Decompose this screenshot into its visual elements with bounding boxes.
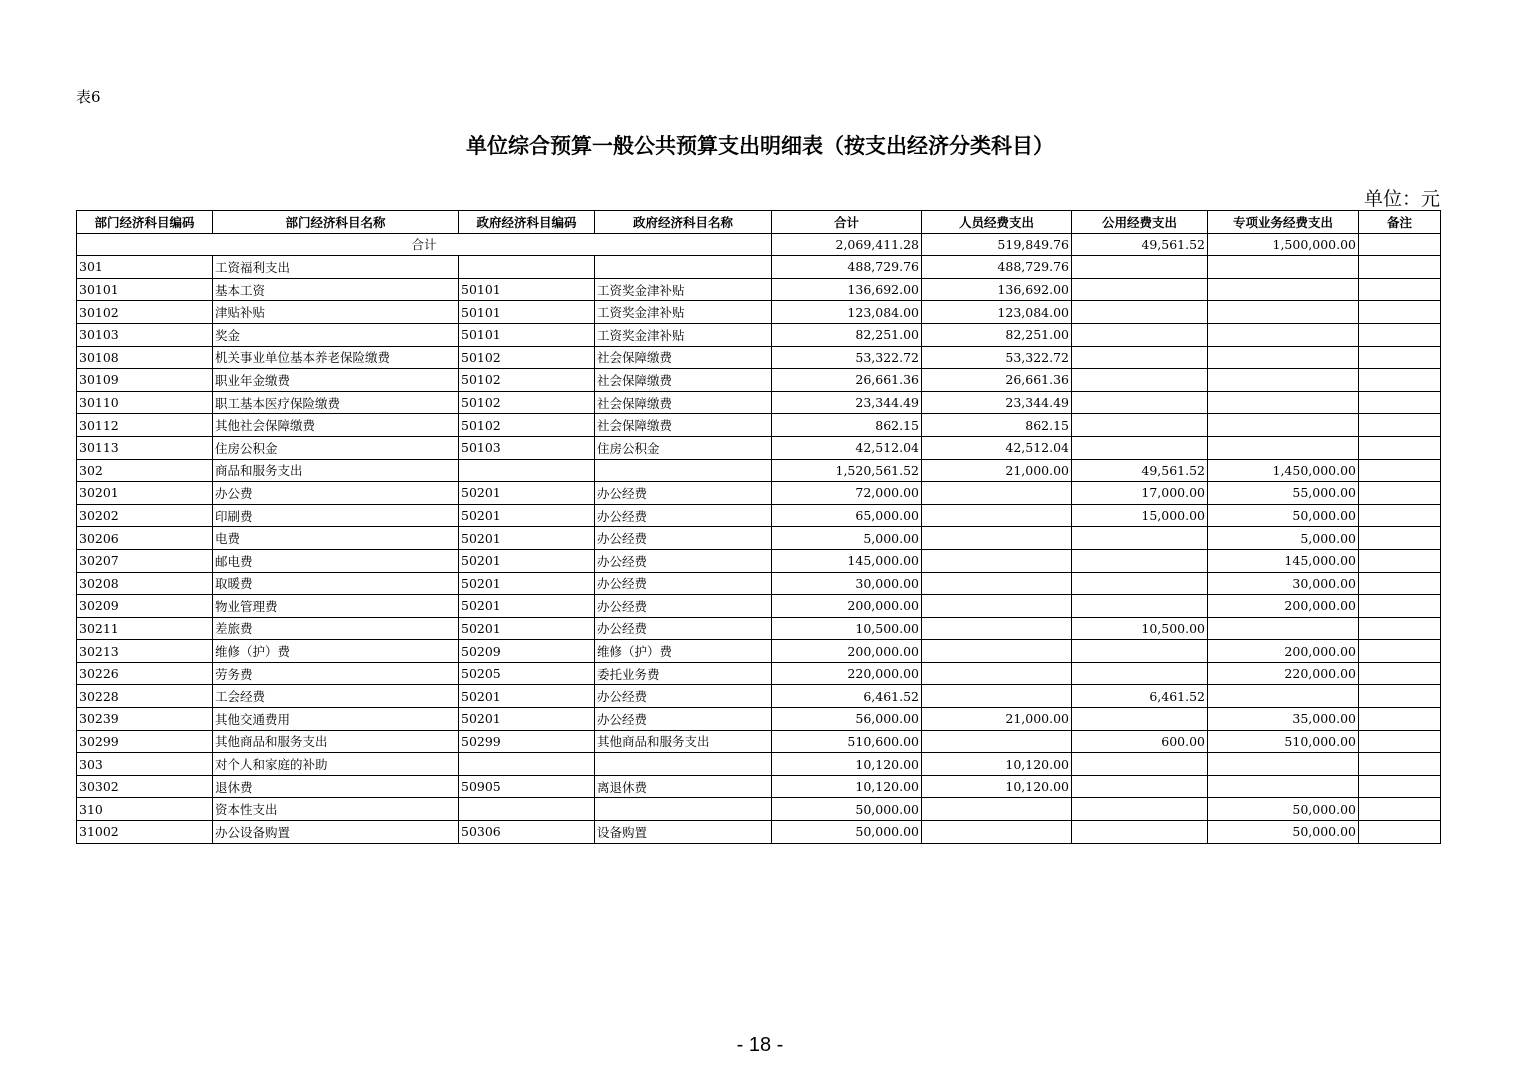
public-cell [1072,346,1208,369]
dept-name-cell: 工会经费 [213,685,459,708]
gov-code-cell: 50201 [459,595,595,618]
gov-code-cell: 50201 [459,527,595,550]
note-cell [1359,482,1441,505]
special-cell [1208,685,1359,708]
note-cell [1359,256,1441,279]
gov-code-cell [459,798,595,821]
dept-code-cell: 302 [77,459,213,482]
special-cell: 55,000.00 [1208,482,1359,505]
dept-code-cell: 30209 [77,595,213,618]
dept-code-cell: 30207 [77,549,213,572]
table-row [77,391,1441,414]
total-amount: 2,069,411.28 [772,233,922,256]
gov-name-cell: 离退休费 [595,775,772,798]
total-cell: 23,344.49 [772,391,922,414]
gov-code-cell: 50209 [459,640,595,663]
note-cell [1359,798,1441,821]
total-cell: 1,520,561.52 [772,459,922,482]
public-cell [1072,301,1208,324]
dept-code-cell: 30213 [77,640,213,663]
dept-name-cell: 津贴补贴 [213,301,459,324]
total-label: 合计 [77,233,772,256]
public-cell [1072,572,1208,595]
special-cell [1208,278,1359,301]
note-cell [1359,459,1441,482]
table-row [77,775,1441,798]
column-header-total: 合计 [772,211,922,234]
dept-code-cell: 31002 [77,821,213,844]
total-cell: 10,500.00 [772,617,922,640]
gov-name-cell: 工资奖金津补贴 [595,301,772,324]
note-cell [1359,391,1441,414]
total-cell: 510,600.00 [772,730,922,753]
public-cell [1072,753,1208,776]
gov-name-cell [595,753,772,776]
table-row [77,708,1441,731]
column-header-note: 备注 [1359,211,1441,234]
dept-name-cell: 物业管理费 [213,595,459,618]
total-cell: 200,000.00 [772,595,922,618]
public-cell [1072,798,1208,821]
total-cell: 200,000.00 [772,640,922,663]
dept-code-cell: 30201 [77,482,213,505]
page-number: - 18 - [736,1034,784,1056]
dept-name-cell: 其他交通费用 [213,708,459,731]
gov-code-cell: 50201 [459,504,595,527]
dept-code-cell: 30202 [77,504,213,527]
column-header-public: 公用经费支出 [1072,211,1208,234]
total-cell: 26,661.36 [772,369,922,392]
gov-code-cell: 50102 [459,391,595,414]
dept-name-cell: 差旅费 [213,617,459,640]
personnel-cell [922,821,1072,844]
dept-name-cell: 退休费 [213,775,459,798]
dept-name-cell: 工资福利支出 [213,256,459,279]
dept-name-cell: 机关事业单位基本养老保险缴费 [213,346,459,369]
total-cell: 488,729.76 [772,256,922,279]
table-row [77,572,1441,595]
total-cell: 53,322.72 [772,346,922,369]
gov-name-cell: 社会保障缴费 [595,346,772,369]
total-row [77,233,1441,256]
table-row [77,685,1441,708]
dept-name-cell: 办公设备购置 [213,821,459,844]
gov-name-cell: 维修（护）费 [595,640,772,663]
dept-name-cell: 资本性支出 [213,798,459,821]
personnel-cell [922,482,1072,505]
gov-code-cell: 50201 [459,617,595,640]
note-cell [1359,685,1441,708]
dept-name-cell: 住房公积金 [213,436,459,459]
note-cell [1359,323,1441,346]
total-cell: 42,512.04 [772,436,922,459]
personnel-cell: 10,120.00 [922,775,1072,798]
personnel-cell [922,549,1072,572]
public-cell [1072,278,1208,301]
column-header-personnel: 人员经费支出 [922,211,1072,234]
total-cell: 50,000.00 [772,798,922,821]
gov-code-cell: 50201 [459,482,595,505]
personnel-cell: 21,000.00 [922,459,1072,482]
personnel-cell: 82,251.00 [922,323,1072,346]
page-title: 单位综合预算一般公共预算支出明细表（按支出经济分类科目） [466,133,1054,158]
column-header-special: 专项业务经费支出 [1208,211,1359,234]
gov-name-cell [595,459,772,482]
table-row [77,482,1441,505]
dept-name-cell: 基本工资 [213,278,459,301]
dept-code-cell: 30112 [77,414,213,437]
special-cell: 220,000.00 [1208,662,1359,685]
table-row [77,549,1441,572]
total-cell: 72,000.00 [772,482,922,505]
special-cell: 1,450,000.00 [1208,459,1359,482]
column-header-gov-code: 政府经济科目编码 [459,211,595,234]
dept-name-cell: 其他商品和服务支出 [213,730,459,753]
column-header-gov-name: 政府经济科目名称 [595,211,772,234]
table-row [77,753,1441,776]
table-row [77,323,1441,346]
table-row [77,617,1441,640]
gov-name-cell: 工资奖金津补贴 [595,323,772,346]
note-cell [1359,346,1441,369]
gov-code-cell: 50102 [459,346,595,369]
table-row [77,369,1441,392]
gov-name-cell [595,256,772,279]
total-cell: 10,120.00 [772,753,922,776]
note-cell [1359,527,1441,550]
gov-name-cell: 社会保障缴费 [595,369,772,392]
gov-name-cell: 住房公积金 [595,436,772,459]
public-cell [1072,595,1208,618]
special-cell [1208,323,1359,346]
personnel-cell: 488,729.76 [922,256,1072,279]
note-cell [1359,821,1441,844]
gov-name-cell: 工资奖金津补贴 [595,278,772,301]
personnel-cell [922,617,1072,640]
total-cell: 30,000.00 [772,572,922,595]
dept-name-cell: 劳务费 [213,662,459,685]
total-special: 1,500,000.00 [1208,233,1359,256]
gov-name-cell: 社会保障缴费 [595,391,772,414]
dept-name-cell: 邮电费 [213,549,459,572]
dept-name-cell: 职业年金缴费 [213,369,459,392]
personnel-cell [922,504,1072,527]
personnel-cell: 23,344.49 [922,391,1072,414]
total-cell: 136,692.00 [772,278,922,301]
dept-name-cell: 办公费 [213,482,459,505]
gov-name-cell: 办公经费 [595,595,772,618]
dept-code-cell: 30208 [77,572,213,595]
gov-name-cell: 设备购置 [595,821,772,844]
special-cell: 50,000.00 [1208,821,1359,844]
gov-code-cell: 50101 [459,301,595,324]
public-cell [1072,527,1208,550]
special-cell [1208,369,1359,392]
note-cell [1359,775,1441,798]
table-row [77,595,1441,618]
dept-code-cell: 30109 [77,369,213,392]
personnel-cell: 26,661.36 [922,369,1072,392]
public-cell [1072,323,1208,346]
dept-code-cell: 30108 [77,346,213,369]
note-cell [1359,662,1441,685]
total-cell: 82,251.00 [772,323,922,346]
note-cell [1359,753,1441,776]
gov-name-cell: 办公经费 [595,527,772,550]
personnel-cell: 123,084.00 [922,301,1072,324]
table-row [77,527,1441,550]
note-cell [1359,369,1441,392]
dept-name-cell: 维修（护）费 [213,640,459,663]
dept-name-cell: 职工基本医疗保险缴费 [213,391,459,414]
gov-code-cell: 50905 [459,775,595,798]
gov-name-cell: 办公经费 [595,504,772,527]
public-cell [1072,369,1208,392]
table-row [77,346,1441,369]
dept-name-cell: 其他社会保障缴费 [213,414,459,437]
gov-code-cell: 50201 [459,685,595,708]
personnel-cell [922,730,1072,753]
dept-code-cell: 303 [77,753,213,776]
gov-code-cell: 50101 [459,278,595,301]
gov-code-cell: 50299 [459,730,595,753]
public-cell: 6,461.52 [1072,685,1208,708]
dept-code-cell: 30103 [77,323,213,346]
public-cell: 10,500.00 [1072,617,1208,640]
dept-name-cell: 电费 [213,527,459,550]
table-row [77,640,1441,663]
total-cell: 862.15 [772,414,922,437]
gov-code-cell: 50205 [459,662,595,685]
table-row [77,730,1441,753]
special-cell: 200,000.00 [1208,595,1359,618]
gov-name-cell: 办公经费 [595,482,772,505]
special-cell [1208,775,1359,798]
gov-name-cell: 办公经费 [595,549,772,572]
note-cell [1359,708,1441,731]
note-cell [1359,572,1441,595]
special-cell: 200,000.00 [1208,640,1359,663]
personnel-cell: 10,120.00 [922,753,1072,776]
table-row [77,821,1441,844]
dept-name-cell: 对个人和家庭的补助 [213,753,459,776]
public-cell: 600.00 [1072,730,1208,753]
personnel-cell: 42,512.04 [922,436,1072,459]
personnel-cell [922,572,1072,595]
table-header-row [77,211,1441,234]
gov-code-cell: 50102 [459,369,595,392]
total-cell: 65,000.00 [772,504,922,527]
total-personnel: 519,849.76 [922,233,1072,256]
note-cell [1359,436,1441,459]
gov-name-cell: 办公经费 [595,708,772,731]
dept-code-cell: 30239 [77,708,213,731]
dept-code-cell: 30113 [77,436,213,459]
special-cell [1208,256,1359,279]
special-cell [1208,391,1359,414]
total-cell: 6,461.52 [772,685,922,708]
table-row [77,436,1441,459]
public-cell: 17,000.00 [1072,482,1208,505]
public-cell: 15,000.00 [1072,504,1208,527]
gov-name-cell: 其他商品和服务支出 [595,730,772,753]
total-cell: 145,000.00 [772,549,922,572]
dept-name-cell: 印刷费 [213,504,459,527]
gov-code-cell: 50306 [459,821,595,844]
note-cell [1359,301,1441,324]
total-cell: 123,084.00 [772,301,922,324]
personnel-cell: 21,000.00 [922,708,1072,731]
note-cell [1359,617,1441,640]
public-cell [1072,549,1208,572]
total-cell: 5,000.00 [772,527,922,550]
special-cell [1208,436,1359,459]
note-cell [1359,730,1441,753]
dept-code-cell: 30101 [77,278,213,301]
special-cell: 50,000.00 [1208,504,1359,527]
special-cell: 35,000.00 [1208,708,1359,731]
dept-code-cell: 301 [77,256,213,279]
gov-name-cell: 委托业务费 [595,662,772,685]
special-cell [1208,301,1359,324]
special-cell: 145,000.00 [1208,549,1359,572]
gov-code-cell [459,459,595,482]
gov-name-cell: 办公经费 [595,572,772,595]
note-cell [1359,414,1441,437]
note-cell [1359,278,1441,301]
public-cell [1072,662,1208,685]
dept-name-cell: 取暖费 [213,572,459,595]
dept-code-cell: 30206 [77,527,213,550]
total-cell: 56,000.00 [772,708,922,731]
gov-name-cell [595,798,772,821]
public-cell [1072,775,1208,798]
public-cell [1072,256,1208,279]
total-cell: 10,120.00 [772,775,922,798]
table-row [77,459,1441,482]
public-cell [1072,821,1208,844]
gov-code-cell [459,753,595,776]
public-cell [1072,640,1208,663]
special-cell [1208,346,1359,369]
budget-table [76,210,1441,844]
dept-name-cell: 商品和服务支出 [213,459,459,482]
personnel-cell: 53,322.72 [922,346,1072,369]
public-cell [1072,414,1208,437]
note-cell [1359,549,1441,572]
dept-code-cell: 30228 [77,685,213,708]
total-cell: 50,000.00 [772,821,922,844]
table-row [77,662,1441,685]
gov-code-cell: 50201 [459,549,595,572]
public-cell [1072,391,1208,414]
dept-code-cell: 30211 [77,617,213,640]
gov-code-cell: 50102 [459,414,595,437]
gov-name-cell: 办公经费 [595,617,772,640]
dept-code-cell: 30110 [77,391,213,414]
column-header-dept-name: 部门经济科目名称 [213,211,459,234]
personnel-cell [922,595,1072,618]
gov-code-cell [459,256,595,279]
dept-code-cell: 310 [77,798,213,821]
table-row [77,798,1441,821]
gov-code-cell: 50201 [459,708,595,731]
personnel-cell [922,527,1072,550]
public-cell [1072,708,1208,731]
table-row [77,256,1441,279]
gov-name-cell: 办公经费 [595,685,772,708]
unit-label: 单位：元 [1363,188,1440,210]
personnel-cell [922,685,1072,708]
total-public: 49,561.52 [1072,233,1208,256]
personnel-cell: 136,692.00 [922,278,1072,301]
special-cell: 5,000.00 [1208,527,1359,550]
total-cell: 220,000.00 [772,662,922,685]
table-row [77,301,1441,324]
gov-code-cell: 50103 [459,436,595,459]
special-cell [1208,414,1359,437]
dept-code-cell: 30299 [77,730,213,753]
table-label: 表6 [76,88,101,106]
special-cell [1208,617,1359,640]
dept-code-cell: 30302 [77,775,213,798]
table-row [77,504,1441,527]
table-row [77,278,1441,301]
special-cell [1208,753,1359,776]
gov-code-cell: 50201 [459,572,595,595]
column-header-dept-code: 部门经济科目编码 [77,211,213,234]
dept-code-cell: 30102 [77,301,213,324]
personnel-cell [922,662,1072,685]
special-cell: 30,000.00 [1208,572,1359,595]
note-cell [1359,595,1441,618]
special-cell: 510,000.00 [1208,730,1359,753]
personnel-cell: 862.15 [922,414,1072,437]
note-cell [1359,504,1441,527]
note-cell [1359,640,1441,663]
gov-code-cell: 50101 [459,323,595,346]
dept-code-cell: 30226 [77,662,213,685]
table-row [77,414,1441,437]
special-cell: 50,000.00 [1208,798,1359,821]
public-cell [1072,436,1208,459]
dept-name-cell: 奖金 [213,323,459,346]
personnel-cell [922,798,1072,821]
total-note [1359,233,1441,256]
gov-name-cell: 社会保障缴费 [595,414,772,437]
public-cell: 49,561.52 [1072,459,1208,482]
personnel-cell [922,640,1072,663]
